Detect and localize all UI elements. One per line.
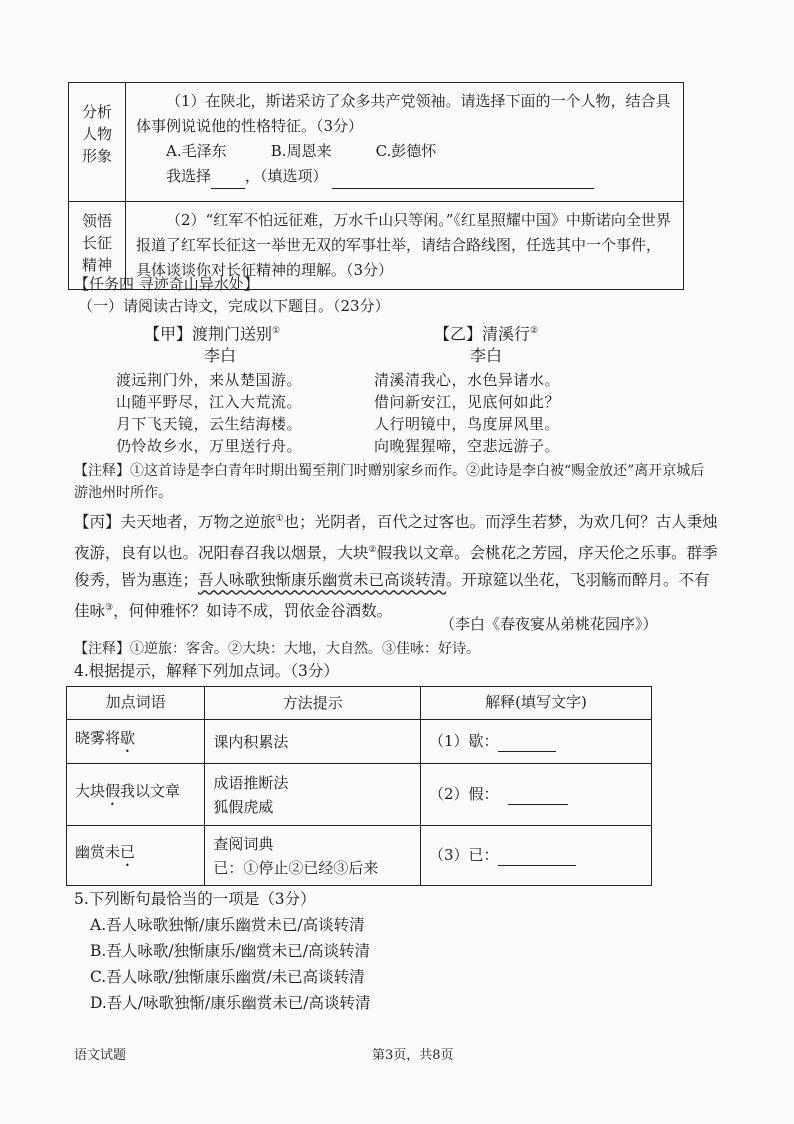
header-answer: 解释(填写文字) bbox=[420, 687, 651, 720]
dotted-word: 假 bbox=[105, 781, 121, 800]
poem-line: 山随平野尽，江入大荒流。 bbox=[116, 393, 303, 412]
row-label-analyze-character: 分析 人物 形象 bbox=[69, 83, 126, 202]
passage-text: 。开琼筵以坐花，飞羽觞而醉月。不有佳咏 bbox=[74, 571, 710, 620]
question-5-option-c[interactable]: C.吾人咏歌/独惭康乐幽赏/未已高谈转清 bbox=[90, 968, 365, 986]
passage-bing bbox=[74, 506, 720, 625]
poem-line: 渡远荆门外，来从楚国游。 bbox=[116, 371, 303, 390]
header-word: 加点词语 bbox=[67, 687, 205, 720]
word-text: 幽赏未 bbox=[75, 842, 121, 861]
passage-text: 也；光阴者，百代之过客也。而浮生若梦，为欢几何？古人秉烛夜游，良有以也。况阳春召我以烟景，大块 bbox=[74, 513, 718, 562]
question-5-title: 5.下列断句最恰当的一项是（3分） bbox=[74, 890, 316, 908]
hint-detail: 已：①停止②已经③后来 bbox=[213, 858, 379, 877]
choose-prefix: 我选择 bbox=[166, 167, 212, 185]
passage-text: 【丙】夫天地者，万物之逆旅 bbox=[74, 513, 276, 532]
dotted-word: 歇 bbox=[120, 728, 136, 747]
word-cell bbox=[67, 826, 205, 886]
word-text: 大块 bbox=[75, 781, 106, 800]
question-1-options bbox=[136, 139, 675, 164]
question-4-title: 4.根据提示，解释下列加点词。（3分） bbox=[74, 662, 339, 680]
poem-line: 清溪清我心，水色异诸水。 bbox=[374, 371, 561, 390]
footer-subject: 语文试题 bbox=[74, 1048, 127, 1063]
table-row bbox=[69, 83, 684, 202]
passage-text: 假我以文章。会桃花之芳园，序天伦之乐事。群季俊秀，皆为惠连； bbox=[74, 543, 718, 590]
note-mark: ① bbox=[275, 514, 284, 524]
question-4-table bbox=[66, 686, 652, 886]
answer-blank[interactable] bbox=[498, 735, 556, 752]
answer-blank[interactable] bbox=[332, 172, 594, 189]
passage-source: （李白《春夜宴从弟桃花园序》） bbox=[440, 615, 658, 633]
option-a: A.毛泽东 bbox=[166, 142, 227, 160]
table-header-row bbox=[67, 687, 652, 720]
option-b: B.周恩来 bbox=[270, 142, 332, 160]
answer-label: （1）歇： bbox=[428, 731, 499, 750]
note-mark: ② bbox=[368, 544, 377, 555]
choose-line bbox=[136, 164, 675, 189]
wavy-underlined-sentence: 吾人咏歌独惭康乐幽赏未已高谈转清 bbox=[198, 571, 447, 590]
poem-jia-title bbox=[116, 320, 346, 345]
poem-jia-author: 李白 bbox=[204, 346, 237, 366]
row-label-long-march-spirit: 领悟 长征 精神 bbox=[69, 202, 126, 290]
word-cell bbox=[67, 720, 205, 764]
answer-blank[interactable] bbox=[498, 849, 576, 866]
word-text: 我以文章 bbox=[120, 781, 181, 800]
poem-jia bbox=[116, 320, 346, 457]
word-cell bbox=[67, 764, 205, 826]
hint-method: 课内积累法 bbox=[213, 732, 289, 751]
word-text: 晓雾将 bbox=[75, 728, 121, 747]
hint-detail: 狐假虎威 bbox=[213, 797, 274, 816]
hint-cell bbox=[205, 764, 421, 826]
poem-line: 仍怜故乡水，万里送行舟。 bbox=[116, 437, 303, 456]
answer-cell bbox=[420, 764, 651, 826]
task-4-heading: 【任务四 寻迹奇山异水处】 bbox=[74, 275, 259, 293]
hint-cell bbox=[205, 720, 421, 764]
hint-method: 查阅词典 bbox=[213, 834, 274, 853]
answer-blank[interactable] bbox=[508, 788, 568, 805]
answer-cell bbox=[420, 826, 651, 886]
answer-cell bbox=[420, 720, 651, 764]
poem-line: 向晚猩猩啼，空悲远游子。 bbox=[374, 437, 561, 456]
footer-page-number: 第3页，共8页 bbox=[372, 1048, 454, 1063]
header-hint: 方法提示 bbox=[205, 687, 421, 720]
choose-suffix: ，（填选项） bbox=[245, 167, 328, 185]
poem-yi-title-text: 【乙】清溪行 bbox=[434, 324, 531, 344]
question-5-option-a[interactable]: A.吾人咏歌独惭/康乐幽赏未已/高谈转清 bbox=[90, 916, 365, 934]
answer-label: （3）已： bbox=[428, 845, 499, 864]
choice-blank[interactable] bbox=[211, 172, 245, 189]
hint-method: 成语推断法 bbox=[213, 773, 289, 792]
section-1-heading: （一）请阅读古诗文，完成以下题目。（23分） bbox=[78, 297, 390, 315]
poem-line: 人行明镜中，鸟度屏风里。 bbox=[374, 415, 561, 434]
question-5-option-b[interactable]: B.吾人咏歌/独惭康乐/幽赏未已/高谈转清 bbox=[90, 942, 370, 960]
note-mark: ③ bbox=[105, 602, 114, 613]
table-row bbox=[67, 764, 652, 826]
poem-yi-title bbox=[374, 320, 614, 345]
poem-yi-note-mark: ② bbox=[530, 326, 539, 336]
question-1-text: （1）在陕北，斯诺采访了众多共产党领袖。请选择下面的一个人物，结合具体事例说说他的性格特征。（3分） bbox=[136, 92, 671, 135]
passage-text: ，何伸雅怀？如诗不成，罚依金谷酒数。 bbox=[113, 601, 393, 620]
poem-notes: 【注释】①这首诗是李白青年时期出蜀至荆门时赠别家乡而作。②此诗是李白被“赐金放还”离开京城后游池州时所作。 bbox=[74, 463, 705, 501]
question-5-option-d[interactable]: D.吾人/咏歌独惭/康乐幽赏未已/高谈转清 bbox=[90, 994, 371, 1012]
answer-label: （2）假： bbox=[428, 784, 499, 803]
hint-cell bbox=[205, 826, 421, 886]
question-2-text: （2）“红军不怕远征难，万水千山只等闲。”《红星照耀中国》中斯诺向全世界报道了红军长征这一举世无双的军事壮举，请结合路线图，任选其中一个事件，具体谈谈你对长征精神的理解。（3分） bbox=[136, 211, 671, 279]
poem-yi bbox=[374, 320, 614, 457]
poem-yi-author: 李白 bbox=[470, 346, 503, 366]
poem-jia-title-text: 【甲】渡荆门送别 bbox=[144, 324, 273, 344]
option-c: C.彭德怀 bbox=[375, 142, 437, 160]
poem-line: 月下飞天镜，云生结海楼。 bbox=[116, 415, 303, 434]
question-1-cell bbox=[126, 83, 684, 202]
passage-notes: 【注释】①逆旅：客舍。②大块：大地，大自然。③佳咏：好诗。 bbox=[74, 641, 480, 657]
character-analysis-table bbox=[68, 82, 684, 290]
table-row bbox=[67, 720, 652, 764]
poem-line: 借问新安江，见底何如此？ bbox=[374, 393, 561, 412]
poem-jia-note-mark: ① bbox=[272, 326, 281, 336]
dotted-word: 已 bbox=[120, 842, 136, 861]
table-row bbox=[67, 826, 652, 886]
